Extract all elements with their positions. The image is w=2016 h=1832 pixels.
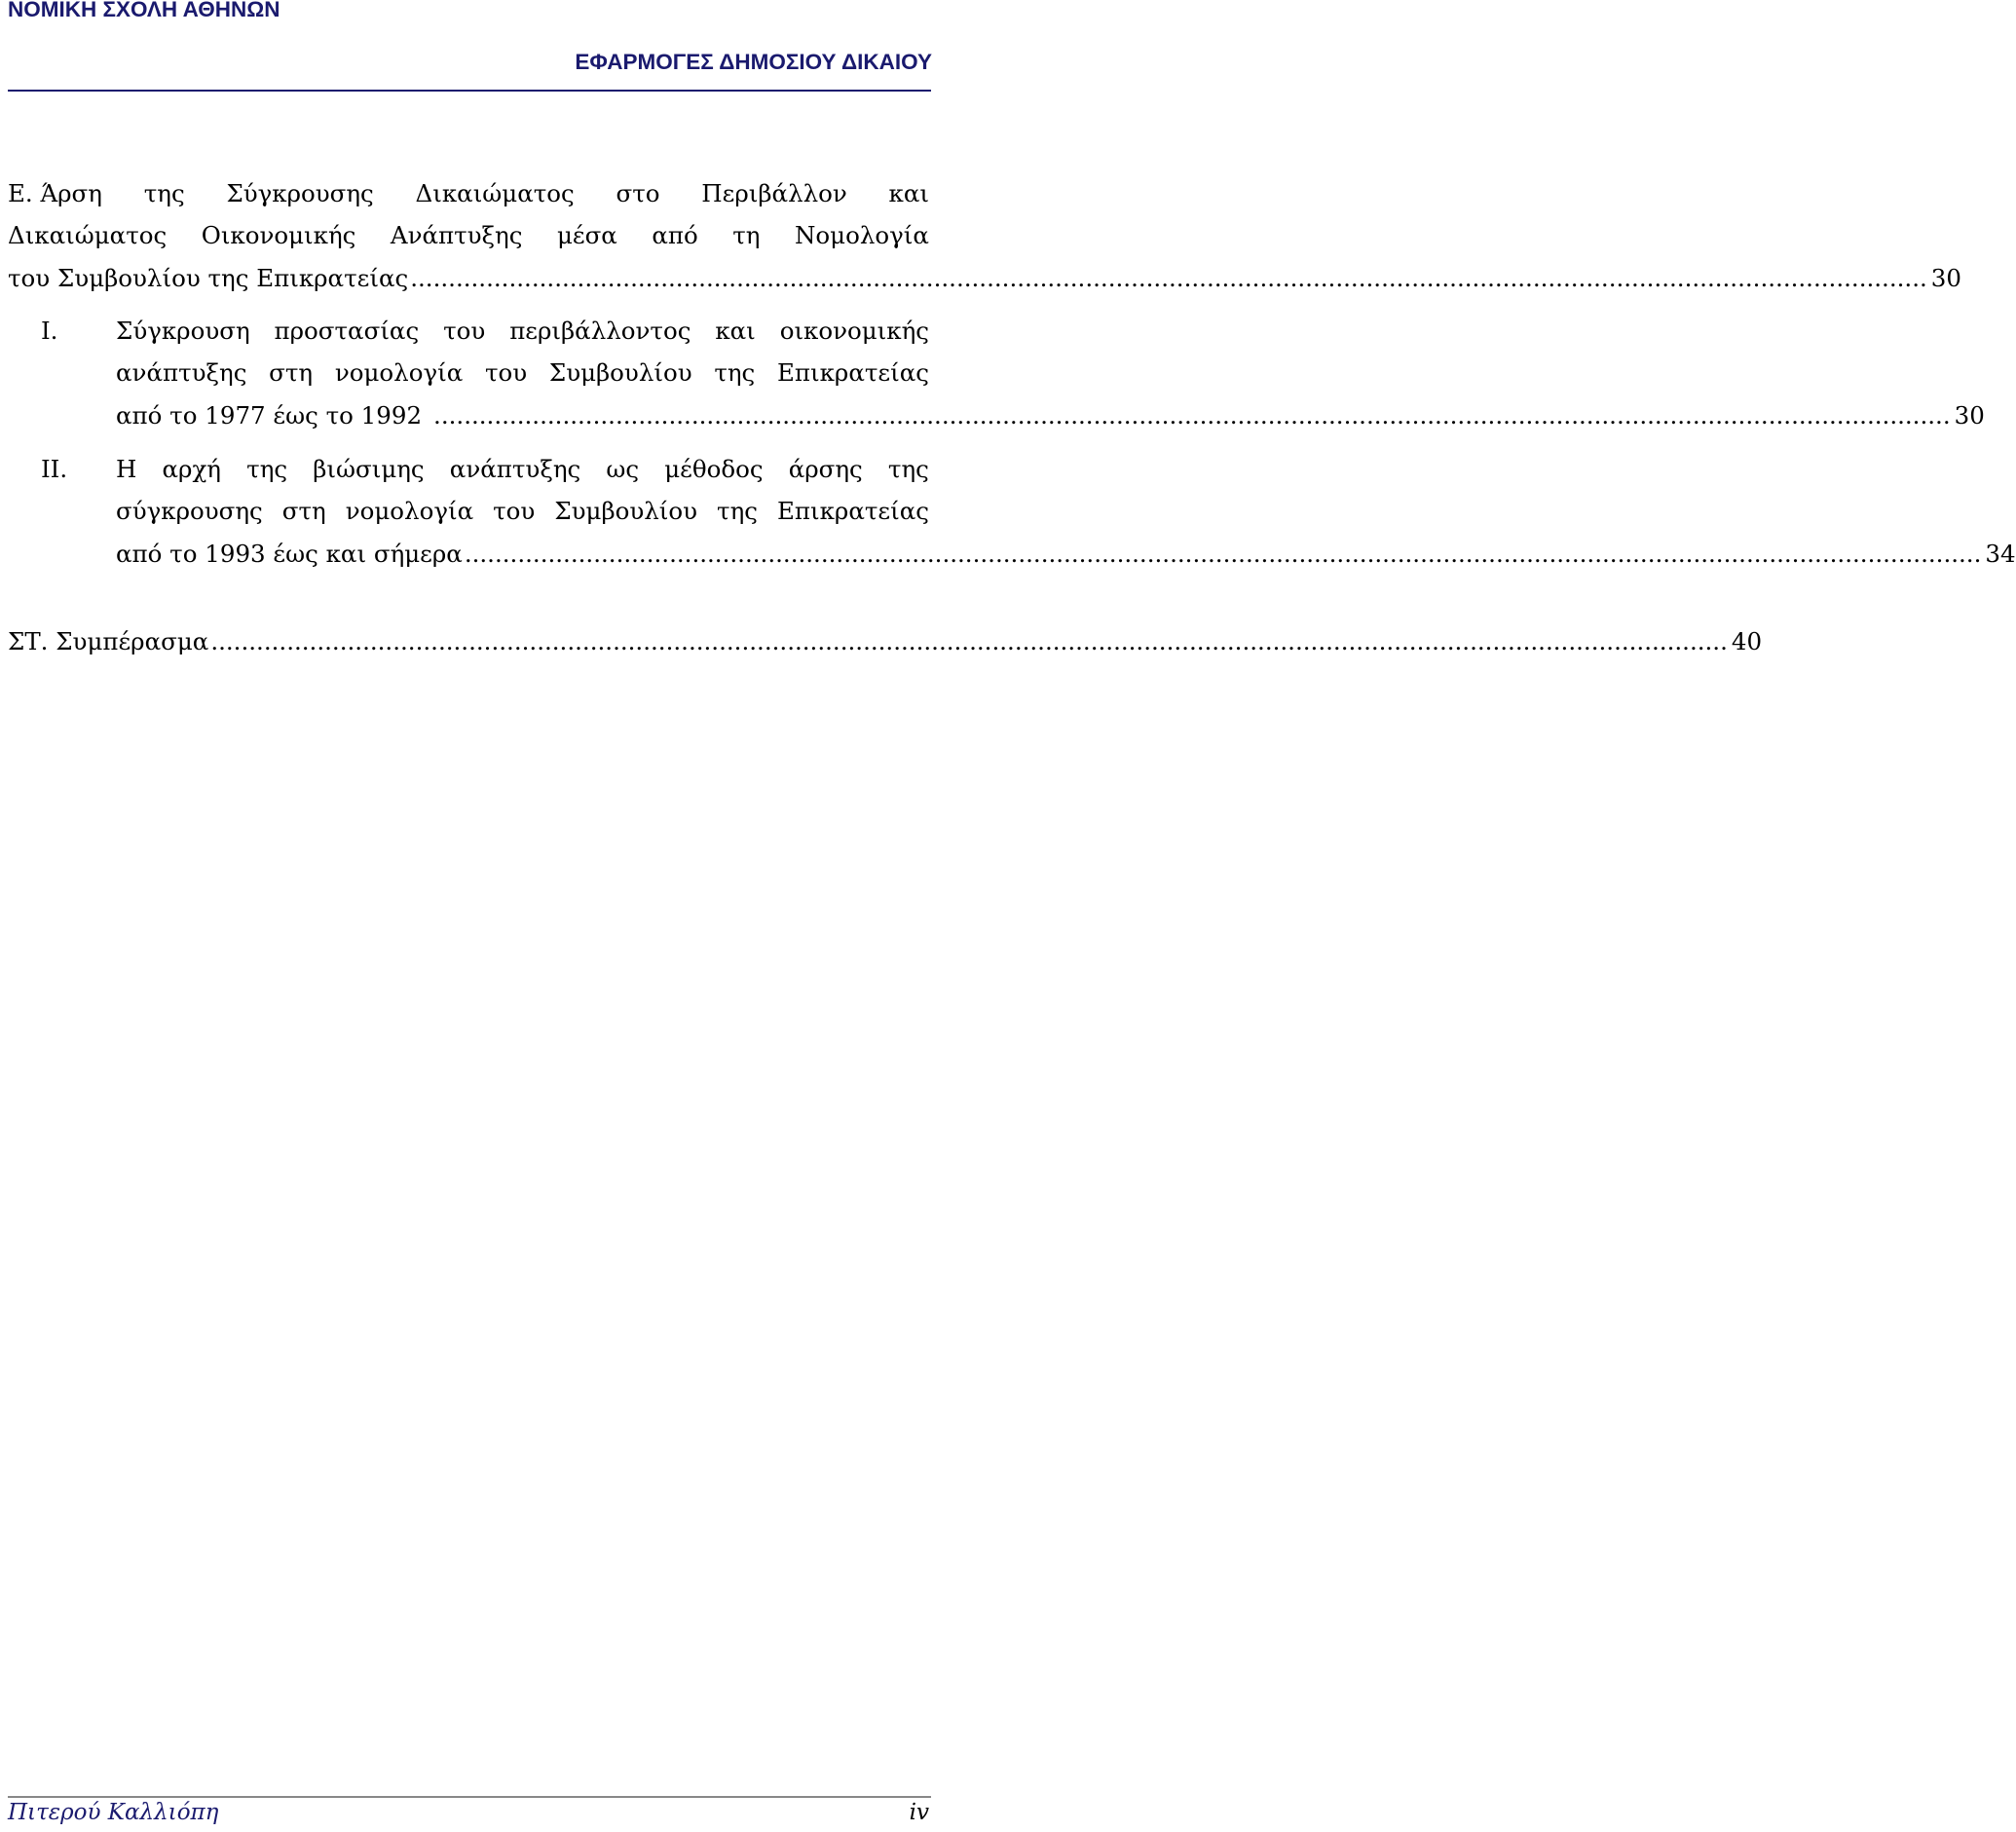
toc-entry-title: από το 1977 έως το 1992 [116, 401, 423, 430]
toc-line: Σύγκρουση προστασίας του περιβάλλοντος και οικονομικής [116, 317, 929, 345]
footer-divider [8, 1796, 931, 1798]
school-name: ΝΟΜΙΚΗ ΣΧΟΛΗ ΑΘΗΝΩΝ [8, 0, 280, 21]
dot-leader: ........................................................................................................................................................................................................ [433, 401, 1951, 430]
item-number: Ι. [41, 317, 58, 345]
toc-line: Η αρχή της βιώσιμης ανάπτυξης ως μέθοδος άρσης της [116, 455, 929, 483]
page-number: 34 [1985, 540, 2016, 568]
toc-line: Ε. Άρση της Σύγκρουσης Δικαιώματος στο Περιβάλλον και [8, 179, 929, 207]
toc-entry-title: του Συμβουλίου της Επικρατείας [8, 264, 409, 292]
toc-entry-title: από το 1993 έως και σήμερα [116, 540, 463, 568]
header-divider [8, 90, 931, 92]
toc-entry-title: ΣΤ. Συμπέρασμα [8, 627, 209, 655]
page-number: 30 [1954, 401, 1985, 430]
page-number-footer: iv [909, 1800, 929, 1825]
page-number: 30 [1930, 264, 1961, 292]
dot-leader: ........................................................................................................................................................................................................ [410, 264, 1927, 292]
toc-entry-link[interactable] [116, 399, 1985, 432]
dot-leader: ........................................................................................................................................................................................................ [464, 540, 1982, 568]
toc-entry-link[interactable] [116, 538, 2016, 571]
item-number: ΙΙ. [41, 455, 68, 483]
course-title: ΕΦΑΡΜΟΓΕΣ ΔΗΜΟΣΙΟΥ ΔΙΚΑΙΟΥ [575, 50, 932, 74]
toc-line: σύγκρουσης στη νομολογία του Συμβουλίου της Επικρατείας [116, 497, 929, 525]
dot-leader: ........................................................................................................................................................................................................ [210, 627, 1728, 655]
author-name: Πιτερού Καλλιόπη [8, 1800, 219, 1825]
page-number: 40 [1731, 627, 1763, 655]
toc-section-st[interactable] [8, 625, 1763, 658]
toc-line: Δικαιώματος Οικονομικής Ανάπτυξης μέσα από τη Νομολογία [8, 221, 929, 249]
toc-entry-link[interactable] [8, 262, 1961, 295]
toc-line: ανάπτυξης στη νομολογία του Συμβουλίου της Επικρατείας [116, 358, 929, 387]
